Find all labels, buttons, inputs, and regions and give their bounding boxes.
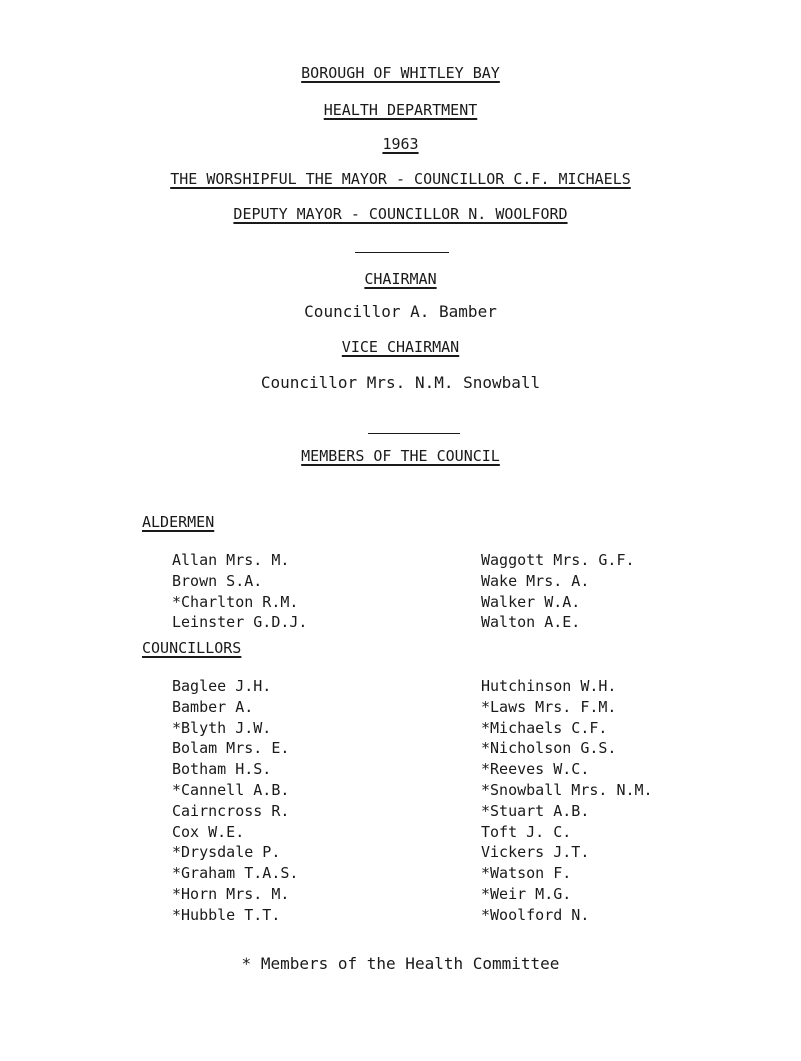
councillors-heading: COUNCILLORS	[142, 639, 242, 657]
year: 1963	[382, 135, 419, 153]
list-item: *Graham T.A.S.	[172, 864, 299, 883]
list-item: *Nicholson G.S.	[481, 739, 617, 758]
divider	[368, 433, 460, 434]
list-item: Baglee J.H.	[172, 677, 272, 695]
department-title: HEALTH DEPARTMENT	[323, 101, 478, 119]
list-item: Bamber A.	[172, 697, 254, 716]
divider	[355, 252, 449, 253]
list-item: Cox W.E.	[172, 822, 245, 841]
list-item: Vickers J.T.	[481, 843, 590, 862]
list-item: Waggott Mrs. G.F.	[481, 551, 635, 569]
list-item: Allan Mrs. M.	[172, 551, 290, 569]
list-item: *Drysdale P.	[172, 843, 281, 862]
list-item: *Blyth J.W.	[172, 718, 272, 737]
mayor-line: THE WORSHIPFUL THE MAYOR - COUNCILLOR C.F. MICHAELS	[170, 170, 631, 188]
councillors-left-column	[172, 676, 298, 926]
list-item: Toft J. C.	[481, 822, 572, 841]
list-item: *Weir M.G.	[481, 884, 572, 903]
list-item: Wake Mrs. A.	[481, 571, 590, 590]
chairman-name: Councillor A. Bamber	[304, 302, 497, 321]
aldermen-left-column	[172, 550, 307, 633]
vice-chairman-name: Councillor Mrs. N.M. Snowball	[260, 373, 541, 392]
list-item: *Watson F.	[481, 864, 572, 883]
list-item: Botham H.S.	[172, 760, 272, 779]
deputy-mayor-line: DEPUTY MAYOR - COUNCILLOR N. WOOLFORD	[233, 205, 568, 223]
list-item: Walton A.E.	[481, 613, 581, 632]
list-item: *Charlton R.M.	[172, 592, 299, 611]
list-item: *Reeves W.C.	[481, 760, 590, 779]
list-item: Hutchinson W.H.	[481, 677, 617, 695]
list-item: Brown S.A.	[172, 571, 263, 590]
aldermen-heading: ALDERMEN	[142, 513, 215, 531]
aldermen-right-column	[481, 550, 635, 633]
list-item: *Horn Mrs. M.	[172, 884, 290, 903]
chairman-heading: CHAIRMAN	[364, 270, 437, 288]
footnote: * Members of the Health Committee	[241, 954, 560, 973]
vice-chairman-heading: VICE CHAIRMAN	[341, 338, 460, 356]
list-item: Bolam Mrs. E.	[172, 739, 290, 758]
list-item: *Michaels C.F.	[481, 718, 608, 737]
members-heading: MEMBERS OF THE COUNCIL	[301, 447, 500, 465]
list-item: Walker W.A.	[481, 592, 581, 611]
list-item: *Hubble T.T.	[172, 905, 281, 924]
list-item: Leinster G.D.J.	[172, 613, 308, 632]
councillors-right-column	[481, 676, 653, 926]
list-item: Cairncross R.	[172, 801, 290, 820]
borough-title: BOROUGH OF WHITLEY BAY	[301, 64, 500, 82]
list-item: *Cannell A.B.	[172, 780, 290, 799]
list-item: *Stuart A.B.	[481, 801, 590, 820]
list-item: *Laws Mrs. F.M.	[481, 697, 617, 716]
list-item: *Woolford N.	[481, 905, 590, 924]
list-item: *Snowball Mrs. N.M.	[481, 780, 653, 799]
